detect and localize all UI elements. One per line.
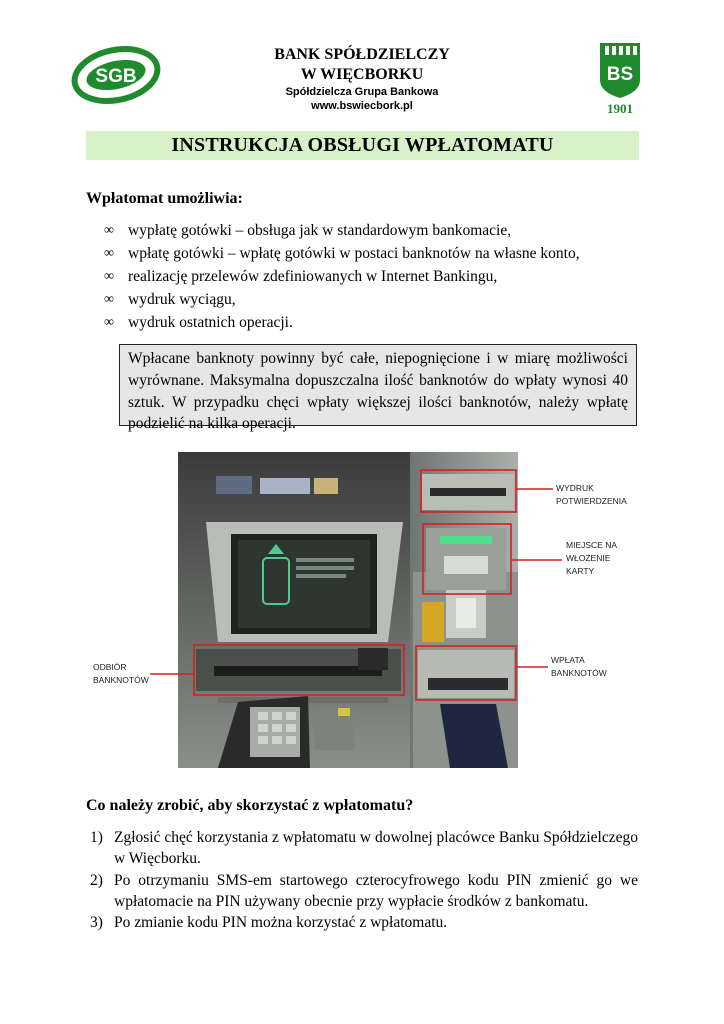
list-item-text: realizację przelewów zdefiniowanych w Internet Bankingu, [128,268,498,285]
infinity-bullet-icon: ∞ [104,315,114,330]
infinity-bullet-icon: ∞ [104,246,114,261]
callout-card: MIEJSCE NA WŁOŻENIE KARTY [566,540,618,576]
list-item [104,266,580,289]
bank-name: BANK SPÓŁDZIELCZY [274,46,450,63]
step-text: Po zmianie kodu PIN można korzystać z wpłatomatu. [114,914,448,932]
svg-text:BS: BS [606,64,634,85]
list-item [90,870,638,913]
atm-photo [178,452,518,768]
title-band [86,131,639,160]
note-box: Wpłacane banknoty powinny być całe, niepognięcione i w miarę możliwości wyrównane. Maksymalna dopuszczalna ilość banknotów do wpłaty wynosi 40 sztuk. W przypadku chęci wpłaty większej ilości banknotów, należy wpłatę podzielić na kilka operacji. [119,344,637,426]
document-title: INSTRUKCJA OBSŁUGI WPŁATOMATU [171,134,554,156]
features-heading: Wpłatomat umożliwia: [86,190,243,207]
list-item-text: wpłatę gotówki – wpłatę gotówki w postaci banknotów na własne konto, [128,245,580,262]
bank-group: Spółdzielcza Grupa Bankowa [285,86,439,98]
list-item [104,312,580,335]
steps-heading: Co należy zrobić, aby skorzystać z wpłatomatu? [86,797,414,814]
infinity-bullet-icon: ∞ [104,292,114,307]
svg-text:1901: 1901 [607,101,633,116]
infinity-bullet-icon: ∞ [104,269,114,284]
step-number: 1) [90,829,103,846]
steps-list [90,827,638,933]
list-item [90,912,638,933]
bank-url-link[interactable]: www.bswiecbork.pl [311,100,413,112]
list-item [104,243,580,266]
callout-receipt: WYDRUK POTWIERDZENIA [556,483,627,506]
list-item-text: wydruk wyciągu, [128,291,236,308]
infinity-bullet-icon: ∞ [104,223,114,238]
svg-text:SGB: SGB [95,66,137,87]
step-text: Zgłosić chęć korzystania z wpłatomatu w dowolnej placówce Banku Spółdzielczego w Więcborku. [114,829,638,868]
list-item-text: wypłatę gotówki – obsługa jak w standardowym bankomacie, [128,222,512,239]
features-list [104,220,580,335]
step-text: Po otrzymaniu SMS-em startowego czterocyfrowego kodu PIN zmienić go we wpłatomacie na PIN używany obecnie przy wypłacie środków z bankomatu. [114,871,638,910]
step-number: 3) [90,914,103,932]
callout-deposit: WPŁATA BANKNOTÓW [551,655,607,678]
list-item [104,289,580,312]
list-item [104,220,580,243]
list-item-text: wydruk ostatnich operacji. [128,314,293,331]
bank-city: W WIĘCBORKU [300,66,424,83]
list-item [90,827,638,870]
step-number: 2) [90,871,103,889]
callout-withdrawal: ODBIÓR BANKNOTÓW [93,662,149,685]
